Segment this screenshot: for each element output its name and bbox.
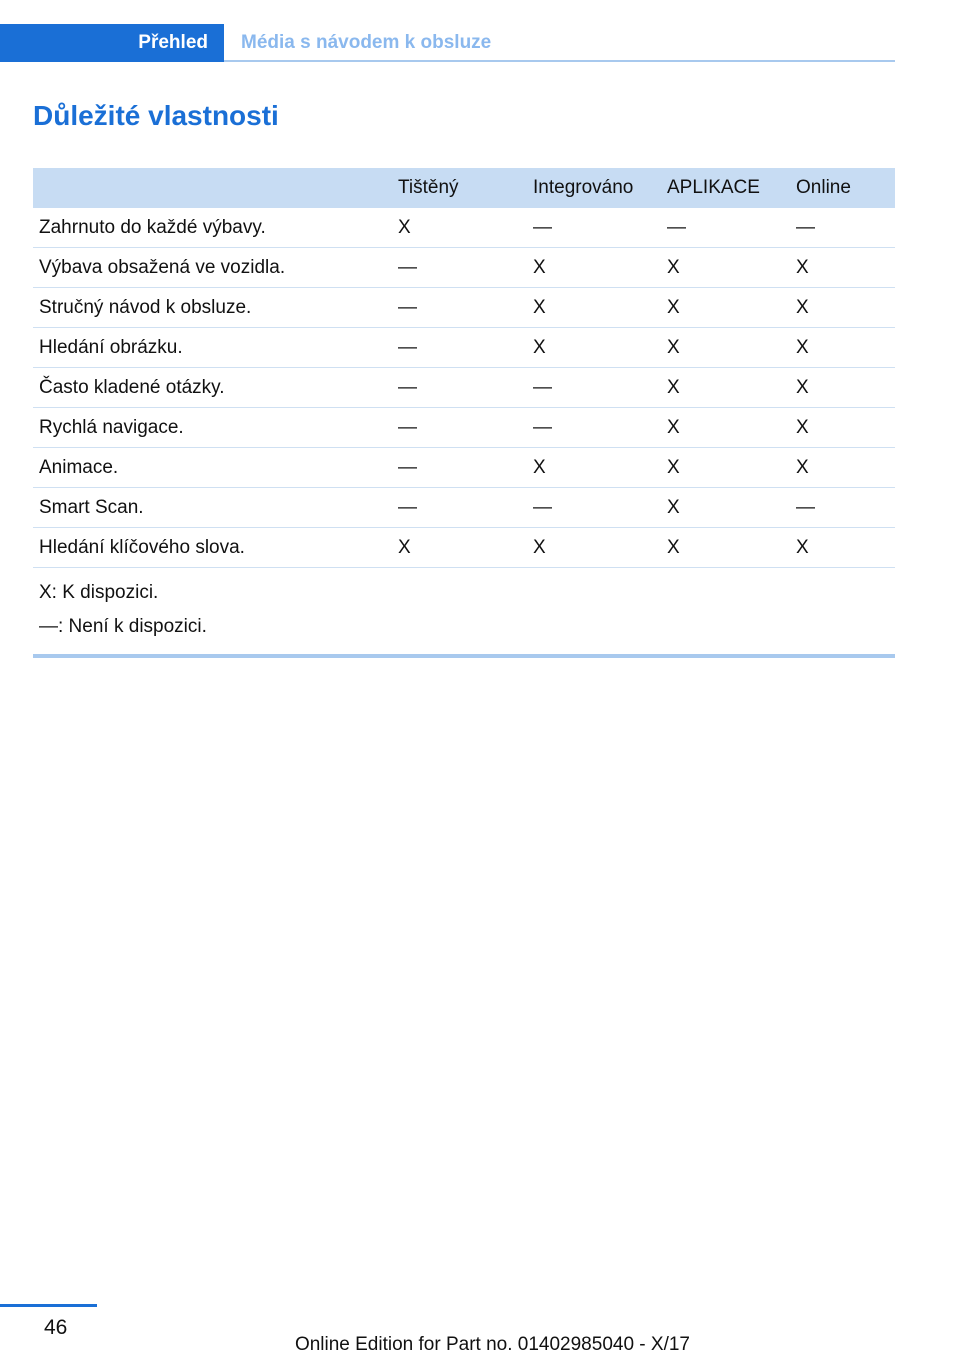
feature-name: Rychlá navigace. xyxy=(33,408,386,448)
integrated-availability: X xyxy=(521,528,655,568)
app-availability: X xyxy=(655,528,790,568)
table-row xyxy=(33,288,895,328)
app-availability: X xyxy=(655,408,790,448)
printed-availability: — xyxy=(386,328,521,368)
legend-row xyxy=(33,568,895,657)
column-header-feature xyxy=(33,168,386,208)
online-availability: X xyxy=(790,528,895,568)
printed-availability: — xyxy=(386,408,521,448)
feature-name: Často kladené otázky. xyxy=(33,368,386,408)
edition-label: Online Edition for Part no. 01402985040 - X/17 xyxy=(294,1334,690,1355)
online-availability: — xyxy=(790,488,895,528)
feature-name: Smart Scan. xyxy=(33,488,386,528)
table-row xyxy=(33,488,895,528)
table-legend xyxy=(33,568,895,657)
page-title: Důležité vlastnosti xyxy=(33,100,279,131)
online-availability: X xyxy=(790,288,895,328)
app-availability: X xyxy=(655,328,790,368)
table-row xyxy=(33,408,895,448)
printed-availability: — xyxy=(386,488,521,528)
integrated-availability: X xyxy=(521,328,655,368)
app-availability: X xyxy=(655,448,790,488)
table-row xyxy=(33,208,895,248)
table-row xyxy=(33,448,895,488)
page-number: 46 xyxy=(44,1316,68,1339)
integrated-availability: — xyxy=(521,488,655,528)
header-divider xyxy=(224,60,895,62)
online-availability: X xyxy=(790,448,895,488)
column-header-integrated: Integrováno xyxy=(533,177,634,198)
footer-accent-line xyxy=(0,1304,97,1307)
online-availability: X xyxy=(790,408,895,448)
app-availability: X xyxy=(655,488,790,528)
printed-availability: — xyxy=(386,448,521,488)
table-header-row xyxy=(33,168,895,208)
online-availability: X xyxy=(790,328,895,368)
table-row xyxy=(33,368,895,408)
section-tab[interactable]: Přehled xyxy=(0,24,224,62)
integrated-availability: — xyxy=(521,408,655,448)
feature-name: Stručný návod k obsluze. xyxy=(33,288,386,328)
app-availability: X xyxy=(655,368,790,408)
printed-availability: — xyxy=(386,248,521,288)
legend-available: X: K dispozici. xyxy=(39,582,159,603)
feature-name: Zahrnuto do každé výbavy. xyxy=(33,208,386,248)
online-availability: X xyxy=(790,248,895,288)
integrated-availability: — xyxy=(521,208,655,248)
table-row xyxy=(33,248,895,288)
printed-availability: X xyxy=(386,208,521,248)
table-row xyxy=(33,528,895,568)
integrated-availability: X xyxy=(521,248,655,288)
feature-name: Hledání obrázku. xyxy=(33,328,386,368)
table-row xyxy=(33,328,895,368)
online-availability: — xyxy=(790,208,895,248)
online-availability: X xyxy=(790,368,895,408)
feature-name: Výbava obsažená ve vozidla. xyxy=(33,248,386,288)
column-header-printed: Tištěný xyxy=(398,177,459,198)
top-navigation xyxy=(0,24,895,62)
app-availability: X xyxy=(655,288,790,328)
printed-availability: — xyxy=(386,368,521,408)
feature-name: Hledání klíčového slova. xyxy=(33,528,386,568)
app-availability: — xyxy=(655,208,790,248)
integrated-availability: X xyxy=(521,448,655,488)
column-header-app: APLIKACE xyxy=(667,177,760,198)
features-table xyxy=(33,168,895,658)
integrated-availability: — xyxy=(521,368,655,408)
column-header-online: Online xyxy=(796,177,851,198)
table-body xyxy=(33,208,895,656)
app-availability: X xyxy=(655,248,790,288)
printed-availability: X xyxy=(386,528,521,568)
legend-unavailable: —: Není k dispozici. xyxy=(39,616,207,637)
breadcrumb[interactable]: Média s návodem k obsluze xyxy=(241,32,492,53)
printed-availability: — xyxy=(386,288,521,328)
feature-name: Animace. xyxy=(33,448,386,488)
integrated-availability: X xyxy=(521,288,655,328)
